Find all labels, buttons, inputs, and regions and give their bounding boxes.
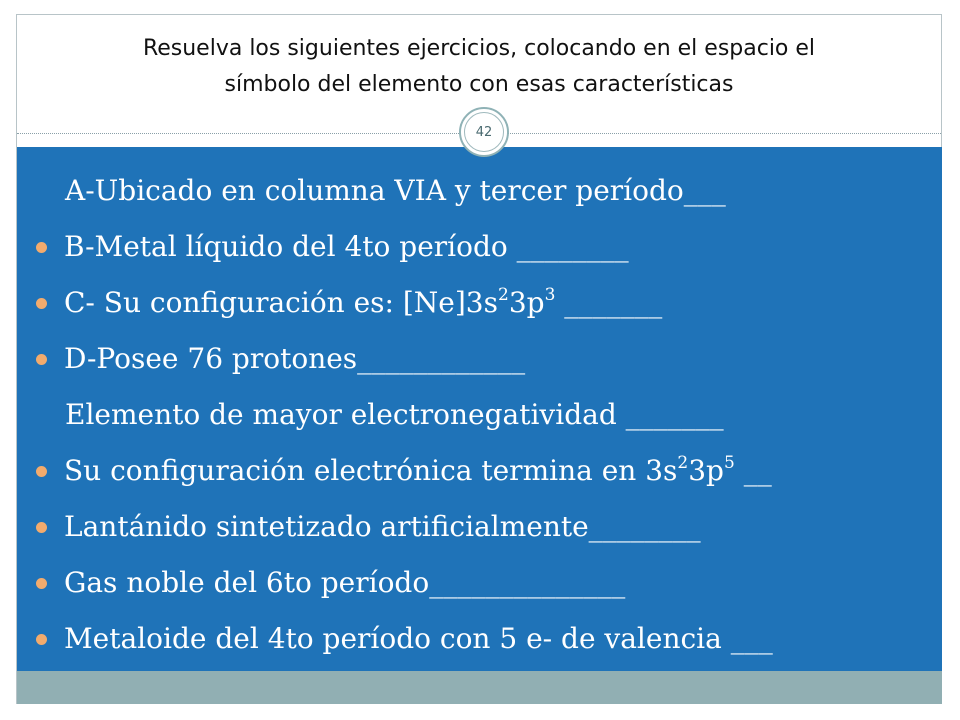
item-text-middle: 3p [508,286,545,319]
item-text: Gas noble del 6to período______________ [64,566,626,599]
list-item [36,499,936,555]
page-number: 42 [464,112,504,152]
item-text-after: __ [734,454,772,487]
bullet-icon [36,522,47,533]
bullet-icon [36,466,47,477]
footer-bar [17,671,942,704]
item-text-middle: 3p [688,454,724,487]
item-text: Elemento de mayor electronegatividad _______ [65,398,724,431]
exercise-list [36,163,936,667]
superscript: 5 [723,452,735,473]
item-text: B-Metal líquido del 4to período ________ [64,230,629,263]
title-line-2: símbolo del elemento con esas características [224,72,734,97]
list-item [36,275,936,331]
item-text-after: _______ [555,286,663,319]
bullet-icon [36,298,47,309]
list-item [36,163,936,219]
item-text: Metaloide del 4to período con 5 e- de valencia ___ [64,622,773,655]
item-text: Lantánido sintetizado artificialmente________ [64,510,701,543]
bullet-icon [36,354,47,365]
list-item [36,555,936,611]
superscript: 2 [498,284,509,305]
superscript: 3 [544,284,556,305]
title-line-1: Resuelva los siguientes ejercicios, colocando en el espacio el [142,36,816,61]
bullet-icon [36,634,47,645]
bullet-icon [36,578,47,589]
list-item [36,219,936,275]
list-item [36,331,936,387]
superscript: 2 [677,452,689,473]
list-item [36,387,936,443]
list-item [36,443,936,499]
item-text: D-Posee 76 protones____________ [64,342,526,375]
bullet-icon [36,242,47,253]
list-item [36,611,936,667]
page-number-badge [459,107,509,157]
item-text-before: Su configuración electrónica termina en 3s [64,454,678,487]
item-text-before: C- Su configuración es: [Ne]3s [64,286,498,319]
item-text: A-Ubicado en columna VIA y tercer período___ [65,174,726,207]
